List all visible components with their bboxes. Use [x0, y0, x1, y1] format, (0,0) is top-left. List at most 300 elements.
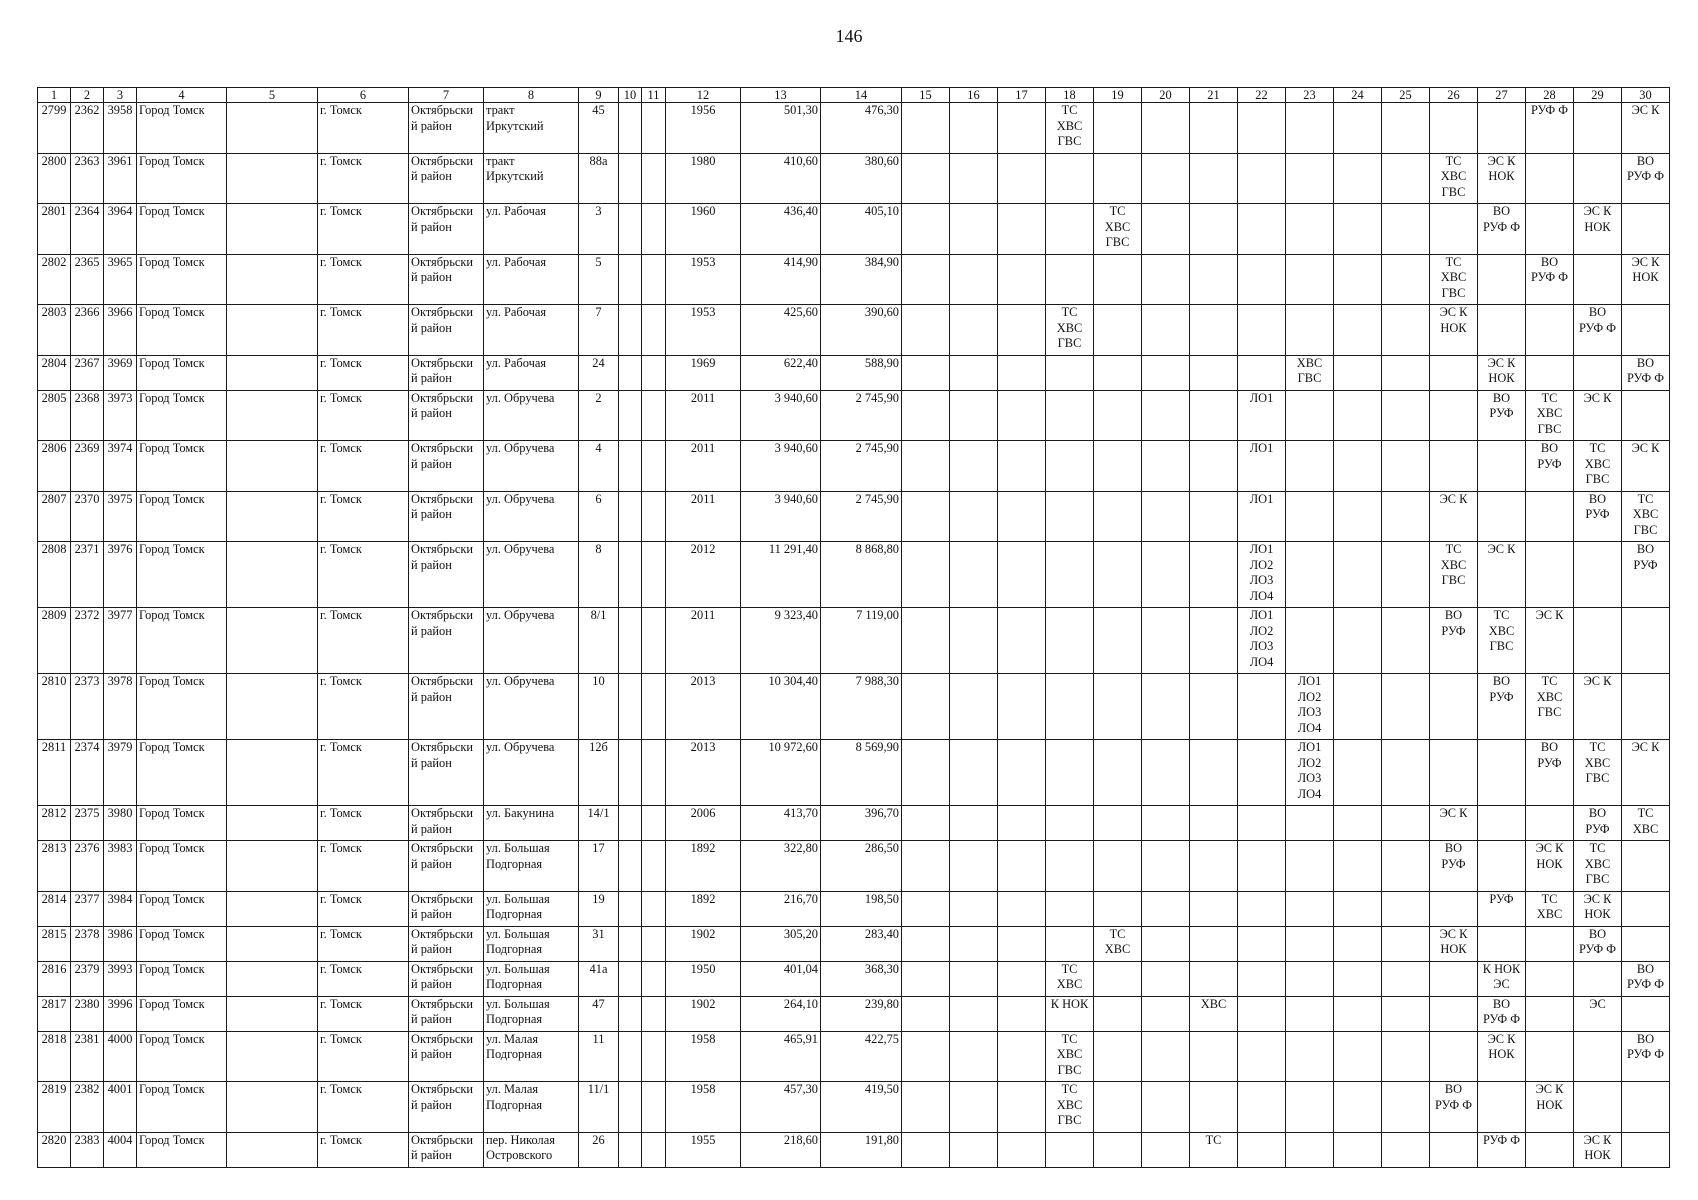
table-cell-col-29: ВО РУФ Ф	[1574, 305, 1622, 356]
table-cell-col-18	[1046, 441, 1094, 492]
table-cell-col-7: Октябрьски й район	[409, 491, 484, 542]
table-cell-col-30: ВО РУФ	[1622, 542, 1670, 608]
table-cell-col-24	[1334, 254, 1382, 305]
table-cell-col-16	[950, 961, 998, 996]
table-cell-col-30	[1622, 841, 1670, 892]
table-body	[38, 103, 1670, 1168]
table-cell-col-6: г. Томск	[318, 891, 409, 926]
table-cell-col-19	[1094, 491, 1142, 542]
table-cell-col-25	[1382, 961, 1430, 996]
table-cell-col-24	[1334, 1132, 1382, 1167]
table-cell-col-24	[1334, 390, 1382, 441]
column-header-7: 7	[409, 88, 484, 103]
table-cell-col-17	[998, 891, 1046, 926]
table-cell-col-23	[1286, 542, 1334, 608]
table-cell-col-23	[1286, 806, 1334, 841]
table-cell-col-17	[998, 204, 1046, 255]
table-cell-col-15	[902, 103, 950, 154]
table-cell-col-29: ВО РУФ	[1574, 806, 1622, 841]
table-cell-col-17	[998, 153, 1046, 204]
table-cell-col-12: 1955	[666, 1132, 741, 1167]
table-cell-col-12: 1902	[666, 926, 741, 961]
table-cell-col-15	[902, 806, 950, 841]
table-cell-col-14: 198,50	[821, 891, 902, 926]
column-header-3: 3	[104, 88, 137, 103]
table-cell-col-30: ЭС К	[1622, 103, 1670, 154]
table-cell-col-28: ВО РУФ	[1526, 740, 1574, 806]
table-cell-col-1: 2811	[38, 740, 71, 806]
table-cell-col-8: ул. Бакунина	[484, 806, 579, 841]
table-cell-col-23	[1286, 305, 1334, 356]
table-cell-col-20	[1142, 1031, 1190, 1082]
table-cell-col-3: 4001	[104, 1082, 137, 1133]
table-cell-col-9: 11/1	[579, 1082, 619, 1133]
table-cell-col-3: 3969	[104, 355, 137, 390]
table-cell-col-30	[1622, 1132, 1670, 1167]
table-cell-col-22: ЛО1	[1238, 491, 1286, 542]
table-cell-col-12: 1956	[666, 103, 741, 154]
table-cell-col-9: 41а	[579, 961, 619, 996]
table-cell-col-18	[1046, 891, 1094, 926]
table-cell-col-7: Октябрьски й район	[409, 841, 484, 892]
table-cell-col-25	[1382, 542, 1430, 608]
table-cell-col-19	[1094, 996, 1142, 1031]
table-cell-col-17	[998, 103, 1046, 154]
table-cell-col-17	[998, 841, 1046, 892]
table-cell-col-18	[1046, 355, 1094, 390]
table-cell-col-28: ЭС К	[1526, 608, 1574, 674]
table-cell-col-11	[642, 355, 666, 390]
table-cell-col-24	[1334, 305, 1382, 356]
table-row	[38, 926, 1670, 961]
table-cell-col-3: 3980	[104, 806, 137, 841]
table-cell-col-24	[1334, 740, 1382, 806]
table-cell-col-3: 3965	[104, 254, 137, 305]
table-cell-col-29	[1574, 608, 1622, 674]
table-cell-col-1: 2807	[38, 491, 71, 542]
column-header-4: 4	[137, 88, 227, 103]
table-cell-col-30	[1622, 1082, 1670, 1133]
table-cell-col-14: 390,60	[821, 305, 902, 356]
table-cell-col-13: 305,20	[741, 926, 821, 961]
table-cell-col-19	[1094, 254, 1142, 305]
table-cell-col-16	[950, 891, 998, 926]
table-cell-col-16	[950, 103, 998, 154]
table-cell-col-20	[1142, 996, 1190, 1031]
table-cell-col-19	[1094, 740, 1142, 806]
table-cell-col-20	[1142, 542, 1190, 608]
table-cell-col-27	[1478, 491, 1526, 542]
table-cell-col-13: 465,91	[741, 1031, 821, 1082]
table-cell-col-29: ЭС К НОК	[1574, 891, 1622, 926]
table-cell-col-27: ВО РУФ Ф	[1478, 204, 1526, 255]
table-cell-col-19	[1094, 355, 1142, 390]
table-cell-col-14: 422,75	[821, 1031, 902, 1082]
table-cell-col-16	[950, 926, 998, 961]
table-cell-col-19	[1094, 961, 1142, 996]
table-cell-col-21	[1190, 1031, 1238, 1082]
column-header-14: 14	[821, 88, 902, 103]
table-cell-col-17	[998, 542, 1046, 608]
table-cell-col-11	[642, 996, 666, 1031]
table-cell-col-6: г. Томск	[318, 204, 409, 255]
table-cell-col-11	[642, 153, 666, 204]
table-cell-col-21	[1190, 542, 1238, 608]
table-cell-col-3: 4000	[104, 1031, 137, 1082]
table-row	[38, 153, 1670, 204]
table-cell-col-28: ЭС К НОК	[1526, 841, 1574, 892]
table-cell-col-18: К НОК	[1046, 996, 1094, 1031]
table-cell-col-12: 1958	[666, 1082, 741, 1133]
table-cell-col-6: г. Томск	[318, 740, 409, 806]
table-cell-col-28	[1526, 153, 1574, 204]
table-cell-col-22	[1238, 806, 1286, 841]
table-cell-col-17	[998, 961, 1046, 996]
table-cell-col-26	[1430, 204, 1478, 255]
table-cell-col-14: 8 569,90	[821, 740, 902, 806]
table-cell-col-10	[619, 1082, 642, 1133]
column-header-13: 13	[741, 88, 821, 103]
table-cell-col-29: ВО РУФ	[1574, 491, 1622, 542]
table-cell-col-2: 2374	[71, 740, 104, 806]
table-cell-col-12: 1950	[666, 961, 741, 996]
table-cell-col-23	[1286, 103, 1334, 154]
table-cell-col-17	[998, 355, 1046, 390]
table-cell-col-21	[1190, 608, 1238, 674]
table-cell-col-10	[619, 891, 642, 926]
table-cell-col-9: 47	[579, 996, 619, 1031]
table-cell-col-4: Город Томск	[137, 542, 227, 608]
table-cell-col-24	[1334, 1082, 1382, 1133]
table-cell-col-17	[998, 674, 1046, 740]
table-cell-col-29: ТС ХВС ГВС	[1574, 740, 1622, 806]
table-cell-col-1: 2818	[38, 1031, 71, 1082]
column-header-1: 1	[38, 88, 71, 103]
table-cell-col-2: 2365	[71, 254, 104, 305]
table-cell-col-15	[902, 961, 950, 996]
table-cell-col-14: 8 868,80	[821, 542, 902, 608]
table-cell-col-28: ВО РУФ Ф	[1526, 254, 1574, 305]
table-cell-col-16	[950, 608, 998, 674]
table-cell-col-9: 31	[579, 926, 619, 961]
table-cell-col-30	[1622, 891, 1670, 926]
table-cell-col-25	[1382, 674, 1430, 740]
table-cell-col-5	[227, 996, 318, 1031]
table-cell-col-26	[1430, 103, 1478, 154]
table-cell-col-14: 191,80	[821, 1132, 902, 1167]
table-cell-col-16	[950, 996, 998, 1031]
table-cell-col-14: 405,10	[821, 204, 902, 255]
table-row	[38, 204, 1670, 255]
table-cell-col-2: 2382	[71, 1082, 104, 1133]
table-cell-col-29	[1574, 254, 1622, 305]
table-cell-col-23	[1286, 153, 1334, 204]
table-cell-col-2: 2371	[71, 542, 104, 608]
table-cell-col-10	[619, 390, 642, 441]
table-cell-col-19	[1094, 305, 1142, 356]
table-cell-col-1: 2808	[38, 542, 71, 608]
table-cell-col-29	[1574, 153, 1622, 204]
table-cell-col-12: 1969	[666, 355, 741, 390]
table-cell-col-24	[1334, 153, 1382, 204]
table-cell-col-1: 2809	[38, 608, 71, 674]
table-cell-col-29	[1574, 1082, 1622, 1133]
table-cell-col-7: Октябрьски й район	[409, 441, 484, 492]
table-cell-col-8: ул. Большая Подгорная	[484, 841, 579, 892]
column-header-12: 12	[666, 88, 741, 103]
table-cell-col-14: 380,60	[821, 153, 902, 204]
table-cell-col-26	[1430, 891, 1478, 926]
table-cell-col-9: 10	[579, 674, 619, 740]
table-cell-col-3: 3977	[104, 608, 137, 674]
table-cell-col-6: г. Томск	[318, 806, 409, 841]
table-cell-col-1: 2820	[38, 1132, 71, 1167]
table-cell-col-17	[998, 390, 1046, 441]
table-cell-col-9: 8/1	[579, 608, 619, 674]
table-cell-col-7: Октябрьски й район	[409, 891, 484, 926]
table-cell-col-2: 2368	[71, 390, 104, 441]
column-header-6: 6	[318, 88, 409, 103]
table-cell-col-28	[1526, 961, 1574, 996]
column-header-15: 15	[902, 88, 950, 103]
table-cell-col-8: ул. Рабочая	[484, 305, 579, 356]
table-cell-col-26	[1430, 1031, 1478, 1082]
table-cell-col-25	[1382, 926, 1430, 961]
table-cell-col-2: 2369	[71, 441, 104, 492]
column-header-2: 2	[71, 88, 104, 103]
table-cell-col-9: 4	[579, 441, 619, 492]
table-cell-col-19	[1094, 542, 1142, 608]
table-cell-col-13: 425,60	[741, 305, 821, 356]
table-cell-col-15	[902, 608, 950, 674]
table-cell-col-28	[1526, 926, 1574, 961]
table-cell-col-13: 410,60	[741, 153, 821, 204]
table-cell-col-27: ТС ХВС ГВС	[1478, 608, 1526, 674]
table-cell-col-17	[998, 254, 1046, 305]
table-cell-col-13: 622,40	[741, 355, 821, 390]
table-cell-col-14: 2 745,90	[821, 441, 902, 492]
table-cell-col-25	[1382, 841, 1430, 892]
column-header-24: 24	[1334, 88, 1382, 103]
table-cell-col-1: 2819	[38, 1082, 71, 1133]
table-cell-col-4: Город Томск	[137, 1082, 227, 1133]
table-cell-col-26: ВО РУФ Ф	[1430, 1082, 1478, 1133]
table-cell-col-2: 2372	[71, 608, 104, 674]
table-cell-col-26: ТС ХВС ГВС	[1430, 153, 1478, 204]
table-cell-col-20	[1142, 891, 1190, 926]
table-cell-col-1: 2801	[38, 204, 71, 255]
table-cell-col-8: ул. Рабочая	[484, 355, 579, 390]
table-row	[38, 254, 1670, 305]
table-cell-col-25	[1382, 806, 1430, 841]
table-cell-col-5	[227, 542, 318, 608]
table-cell-col-8: ул. Большая Подгорная	[484, 961, 579, 996]
table-cell-col-13: 414,90	[741, 254, 821, 305]
table-cell-col-20	[1142, 806, 1190, 841]
table-row	[38, 305, 1670, 356]
table-cell-col-15	[902, 996, 950, 1031]
table-cell-col-14: 419,50	[821, 1082, 902, 1133]
table-cell-col-20	[1142, 254, 1190, 305]
table-cell-col-28: ТС ХВС ГВС	[1526, 674, 1574, 740]
table-row	[38, 674, 1670, 740]
table-cell-col-16	[950, 542, 998, 608]
table-cell-col-15	[902, 1031, 950, 1082]
table-cell-col-7: Октябрьски й район	[409, 153, 484, 204]
table-cell-col-2: 2366	[71, 305, 104, 356]
table-cell-col-12: 2013	[666, 674, 741, 740]
table-cell-col-28: ЭС К НОК	[1526, 1082, 1574, 1133]
page-number: 146	[835, 26, 863, 46]
table-cell-col-6: г. Томск	[318, 103, 409, 154]
table-cell-col-1: 2799	[38, 103, 71, 154]
table-cell-col-26: ТС ХВС ГВС	[1430, 254, 1478, 305]
table-cell-col-1: 2802	[38, 254, 71, 305]
table-cell-col-3: 3993	[104, 961, 137, 996]
table-cell-col-12: 1958	[666, 1031, 741, 1082]
table-cell-col-11	[642, 674, 666, 740]
table-cell-col-24	[1334, 608, 1382, 674]
table-cell-col-6: г. Томск	[318, 491, 409, 542]
table-cell-col-5	[227, 926, 318, 961]
table-cell-col-5	[227, 305, 318, 356]
table-cell-col-10	[619, 961, 642, 996]
table-cell-col-18	[1046, 841, 1094, 892]
table-cell-col-22	[1238, 305, 1286, 356]
table-cell-col-4: Город Томск	[137, 608, 227, 674]
table-cell-col-26: ЭС К НОК	[1430, 926, 1478, 961]
table-cell-col-24	[1334, 926, 1382, 961]
table-cell-col-23	[1286, 204, 1334, 255]
table-cell-col-23	[1286, 841, 1334, 892]
table-cell-col-30	[1622, 926, 1670, 961]
table-cell-col-7: Октябрьски й район	[409, 204, 484, 255]
table-cell-col-6: г. Томск	[318, 996, 409, 1031]
table-cell-col-7: Октябрьски й район	[409, 1031, 484, 1082]
table-cell-col-3: 3964	[104, 204, 137, 255]
table-cell-col-8: тракт Иркутский	[484, 103, 579, 154]
table-cell-col-2: 2373	[71, 674, 104, 740]
table-cell-col-16	[950, 355, 998, 390]
table-cell-col-4: Город Томск	[137, 390, 227, 441]
table-cell-col-3: 3996	[104, 996, 137, 1031]
table-cell-col-30	[1622, 305, 1670, 356]
table-cell-col-21	[1190, 355, 1238, 390]
column-header-30: 30	[1622, 88, 1670, 103]
table-cell-col-29	[1574, 103, 1622, 154]
table-cell-col-15	[902, 891, 950, 926]
table-cell-col-30	[1622, 996, 1670, 1031]
table-cell-col-16	[950, 740, 998, 806]
table-cell-col-27	[1478, 254, 1526, 305]
table-cell-col-6: г. Томск	[318, 390, 409, 441]
table-cell-col-21	[1190, 305, 1238, 356]
table-cell-col-12: 2011	[666, 491, 741, 542]
table-cell-col-22	[1238, 1031, 1286, 1082]
table-cell-col-9: 8	[579, 542, 619, 608]
register-table	[37, 87, 1670, 1168]
table-cell-col-22: ЛО1 ЛО2 ЛО3 ЛО4	[1238, 608, 1286, 674]
table-cell-col-18: ТС ХВС ГВС	[1046, 305, 1094, 356]
table-cell-col-25	[1382, 1082, 1430, 1133]
table-cell-col-18	[1046, 1132, 1094, 1167]
table-cell-col-28	[1526, 204, 1574, 255]
table-cell-col-15	[902, 153, 950, 204]
column-header-23: 23	[1286, 88, 1334, 103]
table-cell-col-16	[950, 390, 998, 441]
table-cell-col-22	[1238, 841, 1286, 892]
table-cell-col-10	[619, 542, 642, 608]
table-cell-col-16	[950, 441, 998, 492]
table-cell-col-9: 88а	[579, 153, 619, 204]
table-cell-col-29	[1574, 355, 1622, 390]
table-cell-col-16	[950, 1082, 998, 1133]
table-cell-col-7: Октябрьски й район	[409, 926, 484, 961]
table-cell-col-26: ЭС К НОК	[1430, 305, 1478, 356]
table-cell-col-5	[227, 491, 318, 542]
table-cell-col-14: 7 988,30	[821, 674, 902, 740]
table-cell-col-24	[1334, 355, 1382, 390]
table-cell-col-2: 2367	[71, 355, 104, 390]
table-cell-col-3: 3978	[104, 674, 137, 740]
table-cell-col-13: 9 323,40	[741, 608, 821, 674]
table-cell-col-17	[998, 806, 1046, 841]
table-cell-col-5	[227, 891, 318, 926]
table-cell-col-1: 2800	[38, 153, 71, 204]
table-cell-col-24	[1334, 961, 1382, 996]
table-cell-col-11	[642, 1082, 666, 1133]
table-cell-col-12: 1892	[666, 891, 741, 926]
table-cell-col-3: 3961	[104, 153, 137, 204]
table-cell-col-27: РУФ	[1478, 891, 1526, 926]
table-cell-col-20	[1142, 740, 1190, 806]
table-cell-col-13: 401,04	[741, 961, 821, 996]
table-cell-col-23	[1286, 254, 1334, 305]
table-cell-col-28: ВО РУФ	[1526, 441, 1574, 492]
table-cell-col-5	[227, 204, 318, 255]
table-cell-col-6: г. Томск	[318, 441, 409, 492]
table-cell-col-8: ул. Обручева	[484, 390, 579, 441]
table-cell-col-4: Город Томск	[137, 305, 227, 356]
table-cell-col-29: ЭС	[1574, 996, 1622, 1031]
table-cell-col-29: ЭС К	[1574, 390, 1622, 441]
table-cell-col-1: 2814	[38, 891, 71, 926]
table-cell-col-28	[1526, 1031, 1574, 1082]
table-cell-col-24	[1334, 441, 1382, 492]
table-cell-col-11	[642, 390, 666, 441]
table-cell-col-10	[619, 204, 642, 255]
table-cell-col-25	[1382, 103, 1430, 154]
table-cell-col-13: 501,30	[741, 103, 821, 154]
table-cell-col-4: Город Томск	[137, 1132, 227, 1167]
table-cell-col-15	[902, 1082, 950, 1133]
table-cell-col-20	[1142, 355, 1190, 390]
table-cell-col-7: Октябрьски й район	[409, 740, 484, 806]
table-cell-col-15	[902, 491, 950, 542]
table-cell-col-4: Город Томск	[137, 1031, 227, 1082]
table-cell-col-3: 3979	[104, 740, 137, 806]
table-cell-col-19	[1094, 1031, 1142, 1082]
table-cell-col-21	[1190, 254, 1238, 305]
table-cell-col-14: 7 119,00	[821, 608, 902, 674]
table-cell-col-30: ТС ХВС ГВС	[1622, 491, 1670, 542]
column-header-19: 19	[1094, 88, 1142, 103]
table-cell-col-25	[1382, 1132, 1430, 1167]
table-cell-col-1: 2812	[38, 806, 71, 841]
table-cell-col-5	[227, 674, 318, 740]
table-cell-col-9: 6	[579, 491, 619, 542]
table-cell-col-9: 3	[579, 204, 619, 255]
